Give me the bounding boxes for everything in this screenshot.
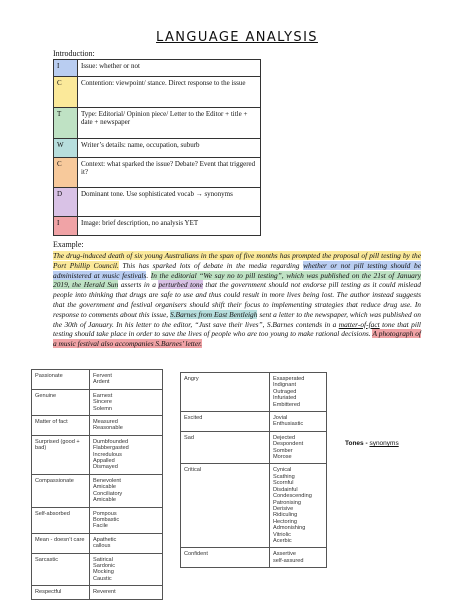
- legend-row: [54, 60, 261, 77]
- tone-name: Sarcastic: [32, 553, 90, 586]
- tone-synonyms: [270, 373, 327, 412]
- legend-code: D: [54, 188, 78, 217]
- legend-code: I: [54, 217, 78, 236]
- example-text: This has sparked lots of debate in the media regarding: [118, 260, 304, 270]
- synonym: Facile: [93, 523, 108, 530]
- tone-synonyms: [90, 474, 163, 507]
- tone-row: [32, 507, 163, 533]
- synonym: Exasperated: [273, 376, 305, 382]
- tones-caption-bold: Tones -: [345, 440, 370, 447]
- example-text: that the government should not endorse pill testing as it could mislead people into thinking that drugs are safe to use and thus could result in more lives being lost. The author instead suggests that the government and festival organisers should shift their focus to implementing strategies that reduce drug use. In response to comments about this issue,: [53, 280, 421, 319]
- synonym: Pompous: [93, 510, 117, 517]
- synonym: Benevolent: [93, 477, 121, 484]
- synonym: Vitriolic: [273, 531, 291, 538]
- synonym: Ridiculing: [273, 512, 298, 519]
- tone-name: Genuine: [32, 389, 90, 415]
- legend-description: Image: brief description, no analysis YET: [78, 217, 261, 236]
- legend-description: Dominant tone. Use sophisticated vocab → synonyms: [78, 188, 261, 217]
- example-paragraph: [53, 251, 421, 349]
- tone-row: [181, 464, 327, 548]
- tones-caption: [345, 440, 399, 447]
- synonym: Dumbfounded: [93, 438, 129, 445]
- synonym: Appalled: [93, 458, 115, 465]
- example-text: .: [146, 270, 151, 280]
- synonym: Disdainful: [273, 486, 298, 493]
- synonym: Fervent: [93, 373, 112, 379]
- synonym: Caustic: [93, 575, 112, 582]
- synonym: Somber: [273, 447, 293, 454]
- tone-synonyms: [90, 370, 163, 390]
- tone-name: Angry: [181, 373, 270, 412]
- synonym: Jovial: [273, 415, 288, 422]
- tone-synonyms: [90, 416, 163, 436]
- tone-row: [32, 474, 163, 507]
- synonym: Outraged: [273, 388, 297, 395]
- tone-name: Respectful: [32, 586, 90, 599]
- example-text: sent a letter to the newspaper, which was published on the 30th of January. In his letter to the editor, “Just save their lives”, S.Barnes contends in a: [53, 309, 421, 329]
- synonym: Derisive: [273, 505, 294, 512]
- synonym: Flabbergasted: [93, 445, 129, 452]
- synonym: Enthusiastic: [273, 421, 304, 428]
- tone-name: Confident: [181, 548, 270, 568]
- tone-row: [32, 416, 163, 436]
- synonym: Sardonic: [93, 562, 116, 569]
- synonym: self-assured: [273, 557, 304, 564]
- tone-synonyms: [90, 533, 163, 553]
- legend-code: C: [54, 158, 78, 188]
- synonym: Measured: [93, 419, 118, 426]
- synonym: Cynical: [273, 467, 292, 474]
- legend-row: [54, 158, 261, 188]
- tone-synonyms: [90, 389, 163, 415]
- tone-name: Self-absorbed: [32, 507, 90, 533]
- legend-description: Type: Editorial/ Opinion piece/ Letter to the Editor + title + date + newspaper: [78, 108, 261, 139]
- tone-synonyms: [90, 586, 163, 599]
- tone-row: [181, 548, 327, 568]
- synonym: Scathing: [273, 473, 295, 480]
- highlight-writer: S.Barnes from East Bentleigh: [170, 309, 258, 319]
- legend-description: Context: what sparked the issue? Debate? Event that triggered it?: [78, 158, 261, 188]
- synonym: Satirical: [93, 556, 113, 563]
- synonym: Assertive: [273, 551, 297, 558]
- synonym: Bombastic: [93, 516, 120, 523]
- tone-synonyms: [270, 431, 327, 464]
- highlight-issue: whether or not pill testing should be administered at music festivals: [53, 260, 421, 280]
- synonym: Morose: [273, 454, 292, 461]
- synonym: Incredulous: [93, 451, 122, 458]
- legend-table: [53, 59, 261, 236]
- synonym: Earnest: [93, 392, 113, 399]
- synonym: Despondent: [273, 441, 304, 448]
- example-text: asserts in a: [118, 280, 159, 290]
- tone-name: Passionate: [32, 370, 90, 390]
- page-title: LANGUAGE ANALYSIS: [156, 30, 318, 45]
- tone-name: Sad: [181, 431, 270, 464]
- tone-row: [181, 373, 327, 412]
- highlight-image: A photograph of a music festival also accompanies S.Barnes’ letter.: [53, 329, 421, 349]
- legend-row: [54, 77, 261, 108]
- tone-row: [32, 553, 163, 586]
- legend-row: [54, 108, 261, 139]
- highlight-context: The drug-induced death of six young Australians in the span of five months has prompted the proposal of pill testing by the Port Phillip Council.: [53, 251, 421, 270]
- tone-row: [32, 389, 163, 415]
- synonym: Patronising: [273, 499, 301, 506]
- synonym: Admonishing: [273, 525, 306, 532]
- example-text: tone that pill testing should take place in order to save the lives of people who are too young to make rational decisions.: [53, 319, 421, 339]
- synonym: Mocking: [93, 569, 114, 576]
- legend-code: T: [54, 108, 78, 139]
- synonym: Reasonable: [93, 425, 123, 432]
- tone-synonyms: [90, 553, 163, 586]
- introduction-label: Introduction:: [53, 49, 95, 58]
- tone-name: Excited: [181, 412, 270, 432]
- tone-row: [32, 435, 163, 474]
- synonym: Dismayed: [93, 464, 118, 471]
- tone-synonyms: [90, 435, 163, 474]
- tone-synonyms: [270, 464, 327, 548]
- tone-name: Compassionate: [32, 474, 90, 507]
- synonym: Condescending: [273, 493, 312, 500]
- tones-caption-synonyms: synonyms: [369, 440, 399, 447]
- tones-table-right: [180, 372, 327, 568]
- legend-code: W: [54, 139, 78, 158]
- synonym: Hectoring: [273, 518, 297, 525]
- tone-row: [32, 586, 163, 599]
- synonym: Dejected: [273, 434, 296, 441]
- legend-row: [54, 139, 261, 158]
- synonym: Apathetic: [93, 536, 117, 543]
- tone-name: Critical: [181, 464, 270, 548]
- tone-name: Surprised (good + bad): [32, 435, 90, 474]
- synonym: Scornful: [273, 480, 294, 487]
- synonym: Solemn: [93, 405, 112, 412]
- legend-description: Writer’s details: name, occupation, suburb: [78, 139, 261, 158]
- legend-description: Issue: whether or not: [78, 60, 261, 77]
- synonym: Embittered: [273, 401, 301, 408]
- synonym: Conciliatory: [93, 490, 123, 497]
- tones-table-left: [31, 369, 163, 600]
- tone-row: [181, 431, 327, 464]
- tone-synonyms: [270, 412, 327, 432]
- legend-code: C: [54, 77, 78, 108]
- synonym: Sincere: [93, 399, 112, 406]
- tone-row: [181, 412, 327, 432]
- highlight-type: In the editorial “We say no to pill testing”, which was published on the 21st of January 2019, the Herald Sun: [53, 270, 421, 290]
- legend-description: Contention: viewpoint/ stance. Direct response to the issue: [78, 77, 261, 108]
- synonym: Infuriated: [273, 395, 297, 402]
- legend-row: [54, 188, 261, 217]
- legend-row: [54, 217, 261, 236]
- tone-synonyms: [270, 548, 327, 568]
- synonym: Amicable: [93, 497, 117, 504]
- tone-row: [32, 533, 163, 553]
- tone-name: Matter of fact: [32, 416, 90, 436]
- tone-synonyms: [90, 507, 163, 533]
- synonym: Indignant: [273, 382, 297, 389]
- synonym: Ardent: [93, 379, 110, 386]
- underlined-tone: matter-of-fact: [338, 319, 380, 329]
- highlight-tone: perturbed tone: [158, 280, 203, 290]
- synonym: Acerbic: [273, 537, 292, 544]
- tone-row: [32, 370, 163, 390]
- synonym: callous: [93, 543, 111, 550]
- tone-name: Mean - doesn’t care: [32, 533, 90, 553]
- example-label: Example:: [53, 240, 84, 249]
- legend-code: I: [54, 60, 78, 77]
- synonym: Amicable: [93, 484, 117, 491]
- synonym: Reverent: [93, 589, 116, 596]
